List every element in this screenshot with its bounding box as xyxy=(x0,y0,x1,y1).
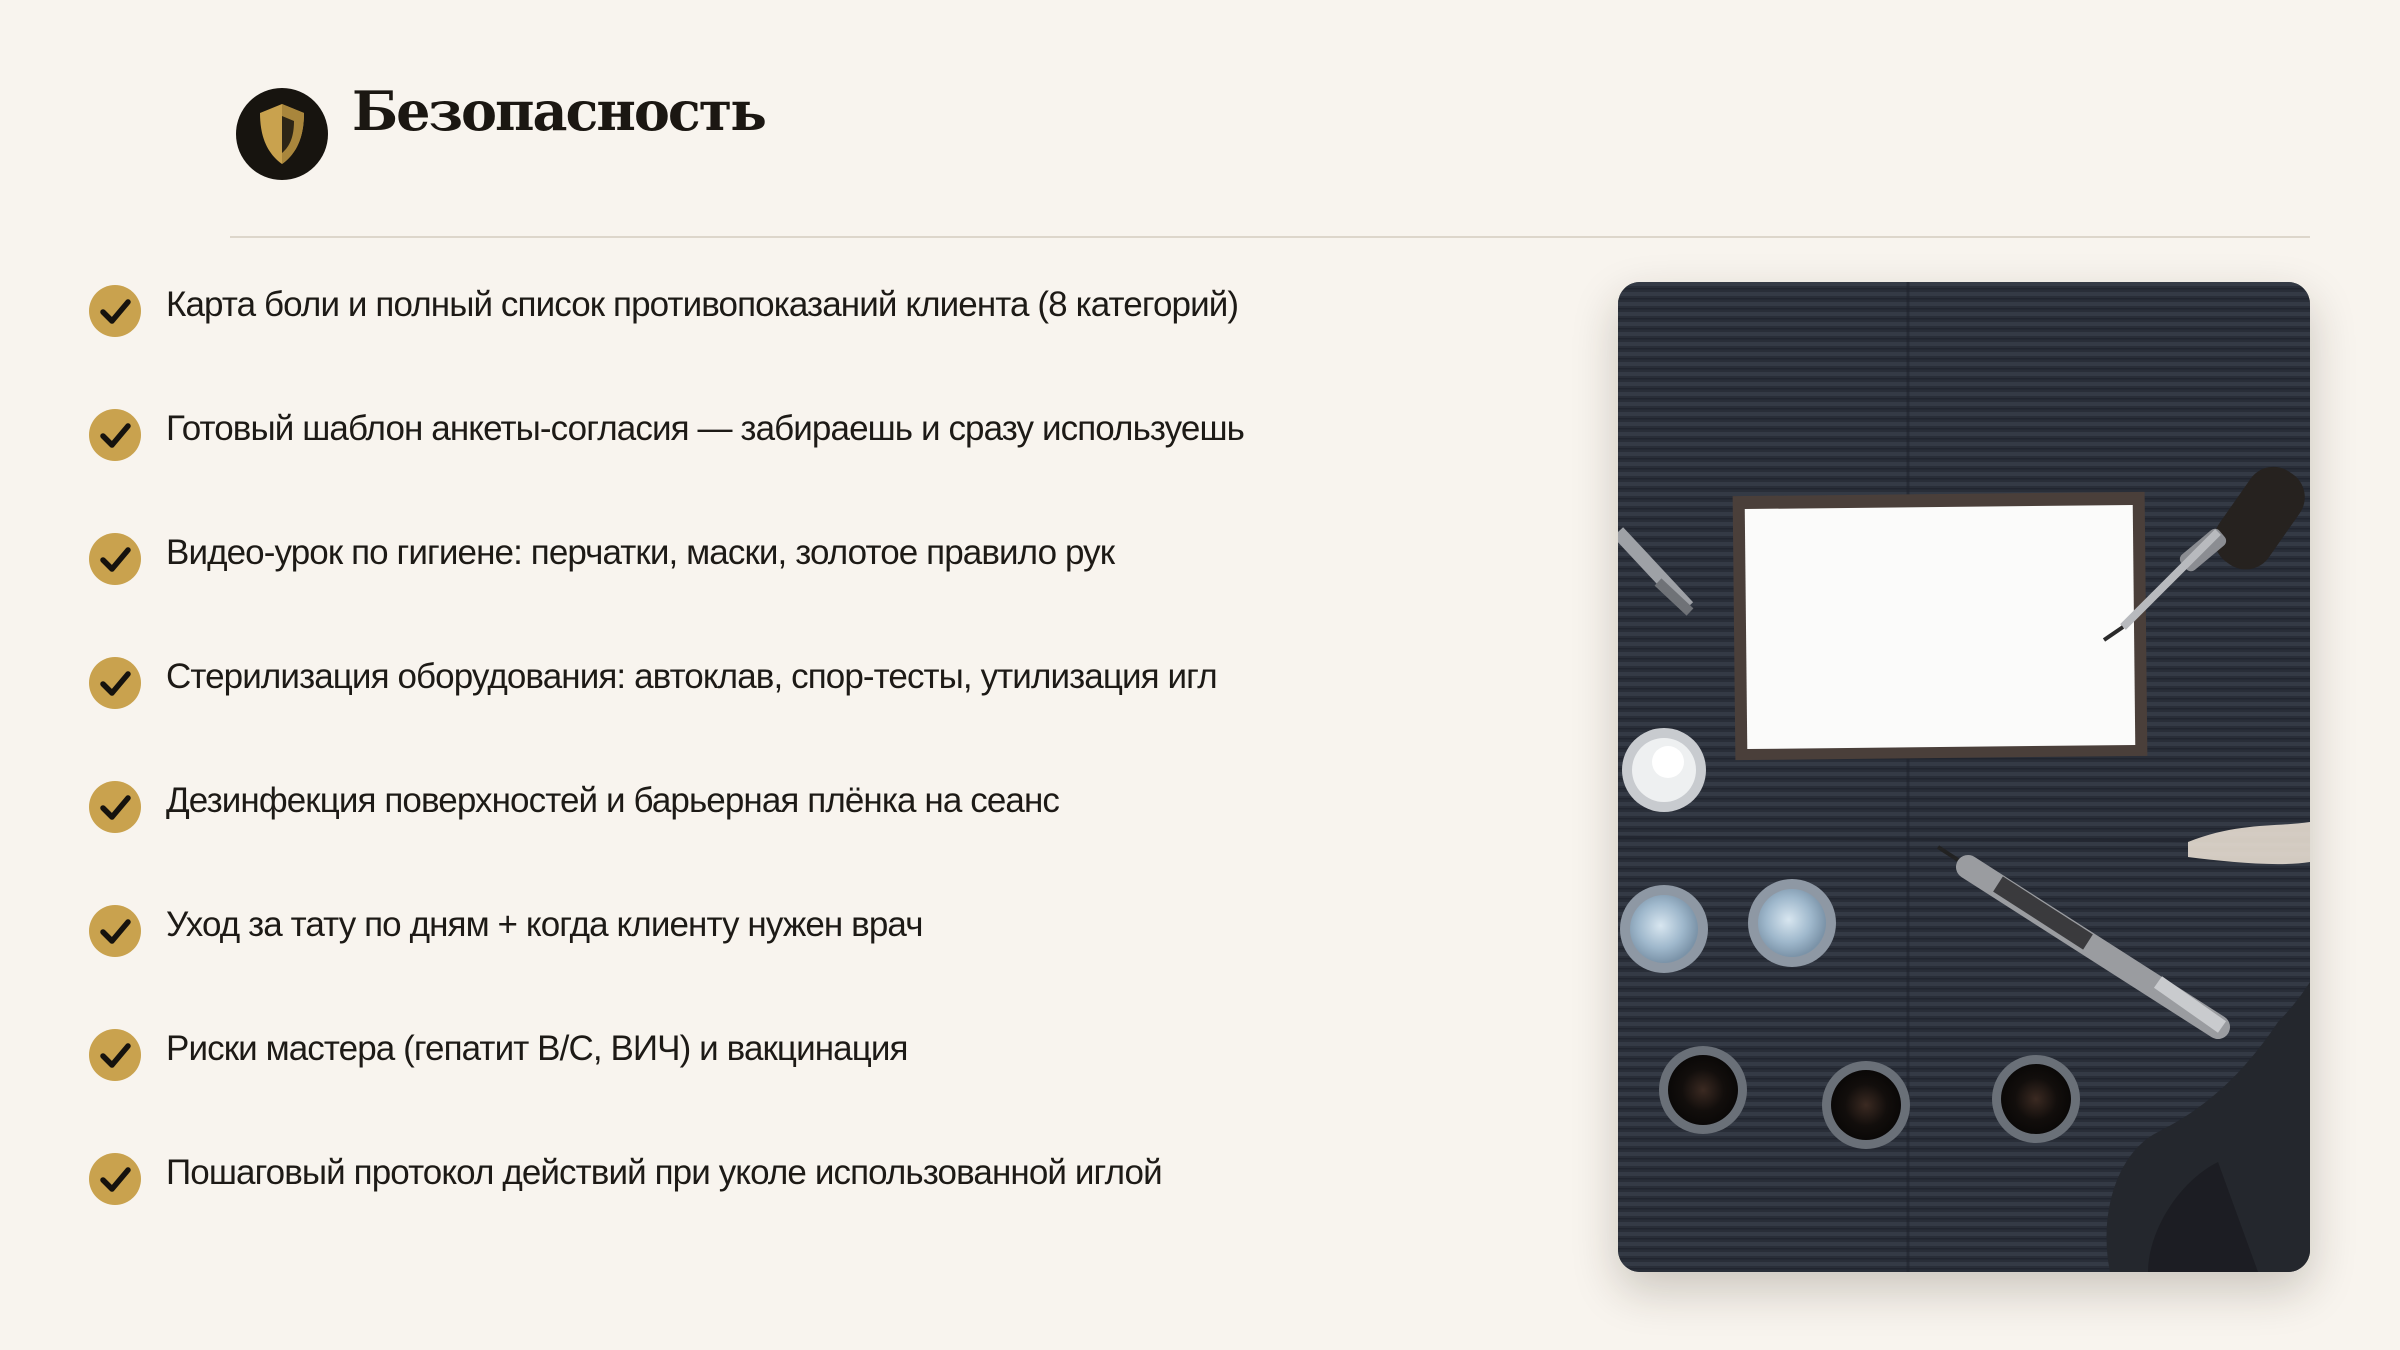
page-title: Безопасность xyxy=(352,79,765,143)
ink-cap-empty xyxy=(1622,728,1706,812)
check-circle-icon xyxy=(88,408,142,462)
list-item-text: Риски мастера (гепатит B/C, ВИЧ) и вакцинация xyxy=(166,1029,908,1068)
list-item xyxy=(88,642,1568,766)
list-item xyxy=(88,270,1568,394)
blank-paper-card xyxy=(1733,492,2148,760)
list-item xyxy=(88,890,1568,1014)
header-divider xyxy=(230,236,2310,238)
list-item-text: Готовый шаблон анкеты-согласия — забираешь и сразу используешь xyxy=(166,409,1244,448)
check-circle-icon xyxy=(88,1152,142,1206)
ink-cap-blue-2 xyxy=(1748,879,1836,967)
feature-checklist xyxy=(88,270,1568,1262)
list-item-text: Пошаговый протокол действий при уколе использованной иглой xyxy=(166,1153,1162,1192)
list-item xyxy=(88,518,1568,642)
check-circle-icon xyxy=(88,284,142,338)
slide-header xyxy=(0,0,2400,240)
check-circle-icon xyxy=(88,904,142,958)
list-item-text: Дезинфекция поверхностей и барьерная плёнка на сеанс xyxy=(166,781,1060,820)
check-circle-icon xyxy=(88,532,142,586)
list-item-text: Видео-урок по гигиене: перчатки, маски, золотое правило рук xyxy=(166,533,1115,572)
list-item xyxy=(88,1014,1568,1138)
list-item xyxy=(88,766,1568,890)
shield-icon xyxy=(236,88,328,180)
list-item-text: Стерилизация оборудования: автоклав, спор-тесты, утилизация игл xyxy=(166,657,1217,696)
list-item-text: Уход за тату по дням + когда клиенту нужен врач xyxy=(166,905,923,944)
list-item xyxy=(88,1138,1568,1262)
tattoo-workstation-photo xyxy=(1618,282,2310,1272)
list-item xyxy=(88,394,1568,518)
check-circle-icon xyxy=(88,1028,142,1082)
check-circle-icon xyxy=(88,780,142,834)
check-circle-icon xyxy=(88,656,142,710)
list-item-text: Карта боли и полный список противопоказаний клиента (8 категорий) xyxy=(166,285,1239,324)
ink-cap-black-1 xyxy=(1659,1046,1747,1134)
ink-cap-blue-1 xyxy=(1620,885,1708,973)
ink-cap-black-3 xyxy=(1992,1055,2080,1143)
ink-cap-black-2 xyxy=(1822,1061,1910,1149)
